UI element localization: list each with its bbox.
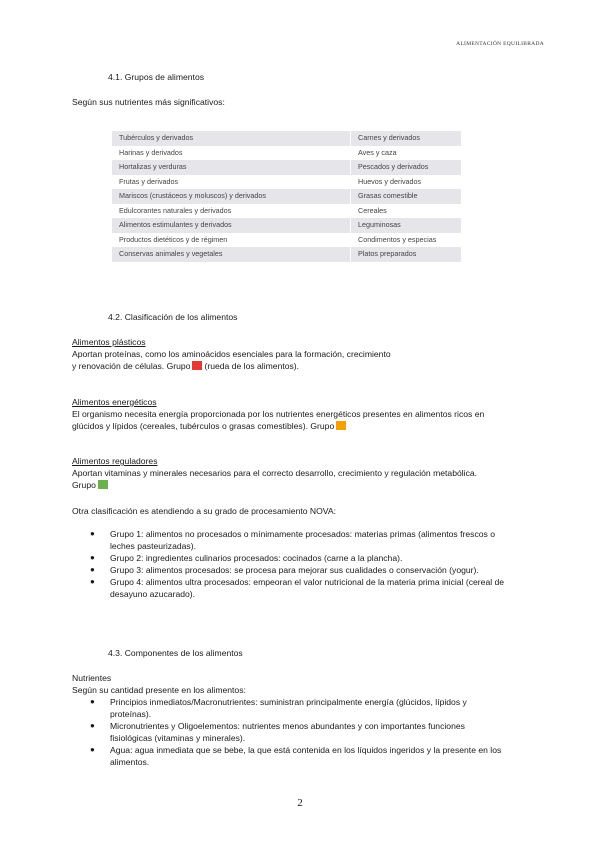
bullet-icon: ● [90, 529, 95, 538]
bullet-icon: ● [90, 721, 95, 730]
plastic-foods-block [72, 336, 542, 372]
nova-list [90, 528, 535, 600]
table-cell-left: Conservas animales y vegetales [112, 247, 351, 262]
regulator-foods-line2-wrap [72, 479, 542, 491]
energy-foods-line1: El organismo necesita energía proporcionada por los nutrientes energéticos presentes en alimentos ricos en [72, 409, 485, 419]
table-row [112, 204, 461, 219]
groups-intro: Según sus nutrientes más significativos: [72, 97, 225, 107]
plastic-foods-line2a: y renovación de células. Grupo [72, 361, 191, 371]
list-item-line: Grupo 4: alimentos ultra procesados: empeoran el valor nutricional de la materia prima inicial (cereal de [110, 577, 505, 587]
bullet-icon: ● [90, 553, 95, 562]
nutrients-heading: Nutrientes [72, 673, 112, 683]
list-item-line: desayuno azucarado). [110, 589, 196, 599]
list-item-line: Agua: agua inmediata que se bebe, la que está contenida en los líquidos ingeridos y la presente en los [110, 745, 502, 755]
energy-foods-heading: Alimentos energéticos [72, 397, 157, 407]
list-item [90, 552, 535, 564]
plastic-foods-line2b: (rueda de los alimentos). [204, 361, 300, 371]
list-item-line: fisiológicas (vitaminas y minerales). [110, 733, 246, 743]
section-title-4-1: 4.1. Grupos de alimentos [108, 72, 205, 82]
table-cell-right: Condimentos y especias [351, 233, 462, 248]
bullet-icon: ● [90, 565, 95, 574]
section-title-4-3: 4.3. Componentes de los alimentos [108, 648, 243, 658]
plastic-foods-line1: Aportan proteínas, como los aminoácidos esenciales para la formación, crecimiento [72, 349, 391, 359]
plastic-foods-heading: Alimentos plásticos [72, 337, 146, 347]
table-row [112, 175, 461, 190]
list-item-line: proteínas). [110, 709, 152, 719]
components-list [90, 696, 535, 768]
table-row [112, 233, 461, 248]
table-cell-right: Carnes y derivados [351, 131, 462, 146]
list-item-line: Micronutrientes y Oligoelementos: nutrientes menos abundantes y con importantes funciones [110, 721, 465, 731]
table-cell-right: Platos preparados [351, 247, 462, 262]
list-item-line: alimentos. [110, 757, 150, 767]
regulator-foods-heading: Alimentos reguladores [72, 456, 158, 466]
food-groups-table [112, 131, 461, 262]
table-cell-left: Mariscos (crustáceos y moluscos) y derivados [112, 189, 351, 204]
table-cell-left: Hortalizas y verduras [112, 160, 351, 175]
list-item [90, 576, 535, 600]
energy-foods-block [72, 396, 542, 432]
regulator-foods-line2: Grupo [72, 480, 96, 490]
bullet-icon: ● [90, 745, 95, 754]
list-item [90, 528, 535, 552]
list-item [90, 744, 535, 768]
table-cell-left: Frutas y derivados [119, 176, 179, 186]
table-cell-right: Pescados y derivados [351, 160, 462, 175]
list-item [90, 564, 535, 576]
table-cell-left: Harinas y derivados [119, 147, 183, 157]
energy-foods-line2-wrap [72, 420, 542, 432]
bullet-icon: ● [90, 577, 95, 586]
page-number: 2 [297, 797, 303, 809]
running-header: ALIMENTACIÓN EQUILIBRADA [456, 41, 544, 47]
list-item-line: Principios inmediatos/Macronutrientes: suministran principalmente energía (glúcidos, lípidos y [110, 697, 467, 707]
table-cell-right: Aves y caza [351, 146, 462, 161]
list-item [90, 696, 535, 720]
table-cell-right: Grasas comestible [351, 189, 462, 204]
red-group-swatch [192, 361, 202, 370]
table-cell-left: Edulcorantes naturales y derivados [119, 205, 232, 215]
table-row [112, 247, 461, 262]
regulator-foods-line1: Aportan vitaminas y minerales necesarios para el correcto desarrollo, crecimiento y regulación metabólica. [72, 468, 478, 478]
table-cell-left: Tubérculos y derivados [112, 131, 351, 146]
table-cell-right: Cereales [351, 204, 462, 219]
nova-intro: Otra clasificación es atendiendo a su grado de procesamiento NOVA: [72, 506, 337, 516]
table-cell-right: Leguminosas [351, 218, 462, 233]
plastic-foods-line2 [72, 360, 542, 372]
energy-foods-line2: glúcidos y lípidos (cereales, tubérculos o grasas comestibles). Grupo [72, 421, 335, 431]
list-item-line: Grupo 3: alimentos procesados: se procesa para mejorar sus cualidades o conservación (yogur). [110, 565, 479, 575]
table-cell-right: Huevos y derivados [351, 175, 462, 190]
table-row [112, 131, 461, 146]
list-item-line: Grupo 1: alimentos no procesados o mínimamente procesados: materias primas (alimentos frescos o [110, 529, 495, 539]
table-cell-left: Productos dietéticos y de régimen [119, 234, 228, 244]
regulator-foods-block [72, 455, 542, 491]
list-item-line: leches pasteurizadas). [110, 541, 196, 551]
section-title-4-2: 4.2. Clasificación de los alimentos [108, 312, 238, 322]
orange-group-swatch [336, 421, 346, 430]
table-row [112, 218, 461, 233]
list-item [90, 720, 535, 744]
bullet-icon: ● [90, 697, 95, 706]
table-row [112, 189, 461, 204]
table-cell-left: Alimentos estimulantes y derivados [112, 218, 351, 233]
table-row [112, 146, 461, 161]
green-group-swatch [98, 480, 108, 489]
table-row [112, 160, 461, 175]
nutrients-intro: Según su cantidad presente en los alimentos: [72, 685, 246, 695]
list-item-line: Grupo 2: ingredientes culinarios procesados: cocinados (carne a la plancha). [110, 553, 403, 563]
